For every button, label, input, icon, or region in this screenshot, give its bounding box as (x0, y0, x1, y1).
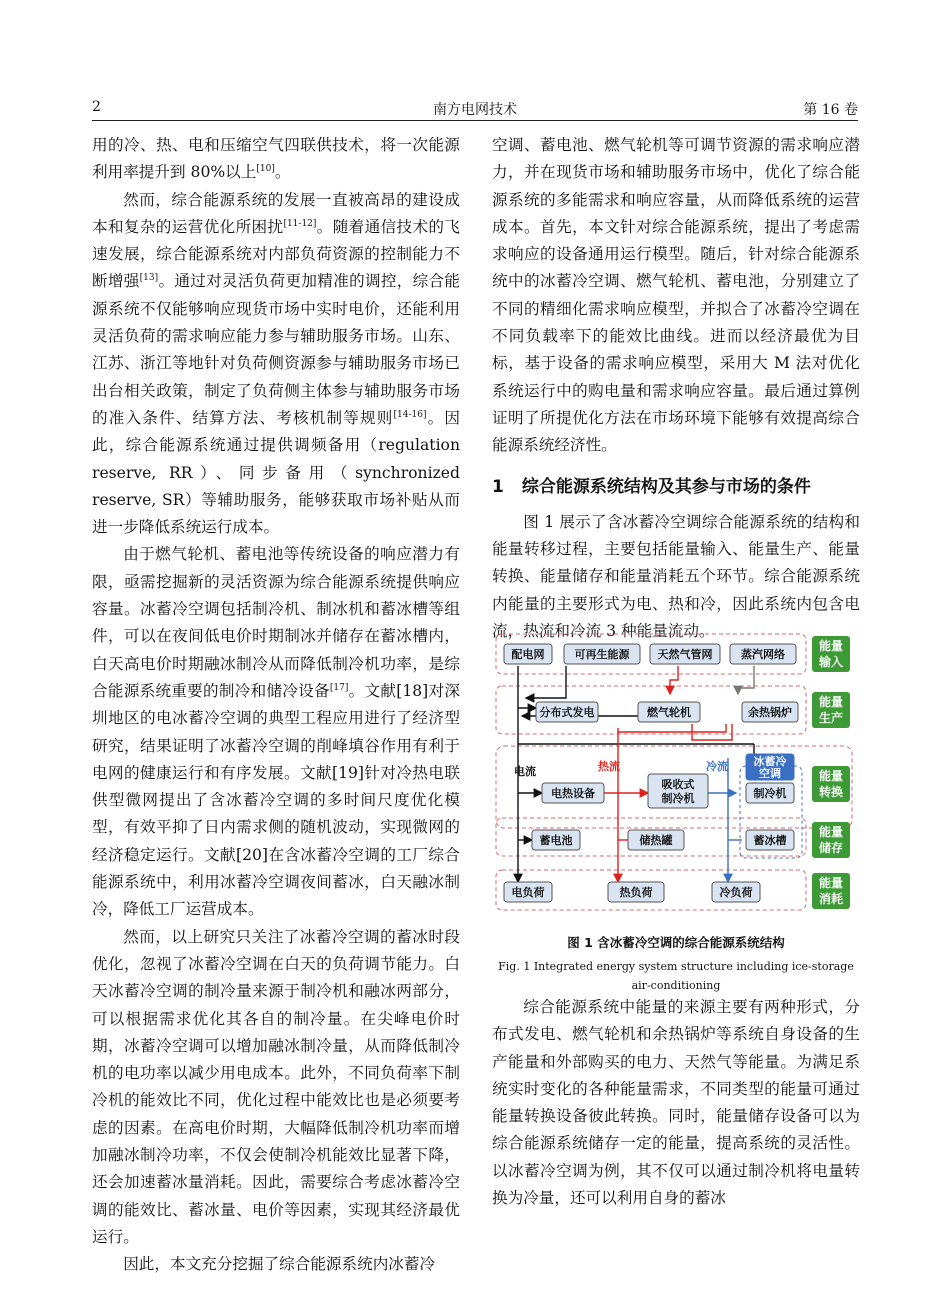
paragraph: 然而，综合能源系统的发展一直被高昂的建设成本和复杂的运营优化所困扰[11-12]。随着通信技术的飞速发展，综合能源系统对内部负荷资源的控制能力不断增强[13]。通过对灵活负荷更加精准的调控，综合能源系统不仅能够响应现货市场中实时电价，还能利用灵活负荷的需求响应能力参与辅助服务市场。山东、江苏、浙江等地针对负荷侧资源参与辅助服务市场已出台相关政策，制定了负荷侧主体参与辅助服务市场的准入条件、结算方法、考核机制等规则[14-16]。因此，综合能源系统通过提供调频备用（regulation reserve, RR）、同步备用（synchronized reserve, SR）等辅助服务，能够获取市场补贴从而进一步降低系统运行成本。 (92, 190, 460, 537)
citation[interactable]: [11-12] (283, 218, 317, 229)
stage-production-l1: 能量 (818, 695, 844, 709)
right-column-continued (492, 994, 860, 1212)
left-column (92, 132, 460, 1278)
node-absorption-2-label: 制冷机 (661, 792, 695, 805)
stage-input-l2: 输入 (818, 655, 844, 669)
node-gas-network-label: 天然气管网 (657, 648, 713, 661)
node-ice-ac-2-label: 空调 (759, 767, 781, 780)
paragraph: 综合能源系统中能量的来源主要有两种形式，分布式发电、燃气轮机和余热锅炉等系统自身设备的生产能量和外部购买的电力、天然气等能量。为满足系统实时变化的各种能量需求，不同类型的能量可通过能量转换设备彼此转换。同时，能量储存设备可以为综合能源系统储存一定的能量，提高系统的灵活性。以冰蓄冷空调为例，其不仅可以通过制冷机将电量转换为冷量，还可以利用自身的蓄冰 (492, 998, 860, 1208)
node-steam-network-label: 蒸汽网络 (741, 648, 785, 661)
node-heat-tank-label: 储热罐 (639, 834, 673, 847)
node-gas-turbine-label: 燃气轮机 (647, 706, 691, 719)
figure-1 (492, 628, 860, 926)
citation[interactable]: [13] (139, 273, 159, 284)
citation[interactable]: [10] (256, 164, 275, 175)
node-elec-load-label: 电负荷 (511, 886, 545, 899)
paragraph: 然而，以上研究只关注了冰蓄冷空调的蓄冰时段优化，忽视了冰蓄冷空调在白天的负荷调节能力。白天冰蓄冷空调的制冷量来源于制冷机和融冰两部分，可以根据需求优化其各自的制冷量。在尖峰电价时期，冰蓄冷空调可以增加融冰制冷量，从而降低制冷机的电功率以减少用电成本。此外，不同负荷率下制冷机的能效比不同，优化过程中能效比也是必须要考虑的因素。在高电价时期，大幅降低制冷机功率而增加融冰制冷功率，不仅会使制冷机能效比显著下降，还会加速蓄冰量消耗。因此，需要综合考虑冰蓄冷空调的能效比、蓄冰量、电价等因素，实现其经济最优运行。 (92, 927, 460, 1246)
citation[interactable]: [17] (329, 682, 349, 693)
stage-production-l2: 生产 (818, 711, 844, 725)
citation[interactable]: [14-16] (393, 409, 427, 420)
node-grid-label: 配电网 (511, 648, 545, 661)
node-chiller-label: 制冷机 (753, 787, 787, 800)
node-cold-load-label: 冷负荷 (719, 886, 753, 899)
energy-system-diagram (492, 628, 860, 926)
node-waste-boiler-label: 余热锅炉 (748, 706, 792, 719)
stage-consumption-l2: 消耗 (818, 892, 844, 906)
stage-storage-l1: 能量 (818, 825, 844, 839)
flow-label-electric: 电流 (514, 765, 536, 778)
stage-consumption-l1: 能量 (818, 876, 844, 890)
flow-label-heat: 热流 (598, 760, 620, 773)
page-number: 2 (92, 99, 101, 115)
paragraph: 图 1 展示了含冰蓄冷空调综合能源系统的结构和能量转移过程，主要包括能量输入、能量生产、能量转换、能量储存和能量消耗五个环节。综合能源系统内能量的主要形式为电、热和冷，因此系统内包含电流，热流和冷流 3 种能量流动。 (492, 512, 860, 641)
volume-label: 第 16 卷 (803, 102, 858, 118)
paragraph: 用的冷、热、电和压缩空气四联供技术，将一次能源利用率提升到 80%以上[10]。 (92, 136, 460, 182)
node-battery-label: 蓄电池 (539, 834, 573, 847)
right-column (492, 132, 860, 645)
node-ice-ac-1-label: 冰蓄冷 (753, 755, 787, 768)
figure-caption-cn: 图 1 含冰蓄冷空调的综合能源系统结构 (567, 935, 785, 950)
section-heading: 1 综合能源系统结构及其参与市场的条件 (492, 476, 811, 497)
page-header (92, 96, 858, 121)
node-absorption-1-label: 吸收式 (661, 778, 695, 791)
figure-caption-en: Fig. 1 Integrated energy system structure including ice-storage air-conditioning (498, 960, 854, 992)
paragraph: 因此，本文充分挖掘了综合能源系统内冰蓄冷 (123, 1255, 436, 1274)
node-renewable-label: 可再生能源 (574, 648, 630, 661)
stage-conversion-l2: 转换 (818, 785, 844, 799)
stage-storage-l2: 储存 (818, 841, 844, 855)
stage-labels (812, 636, 850, 909)
node-electric-heater-label: 电热设备 (551, 787, 595, 800)
flow-label-cold: 冷流 (706, 760, 728, 773)
stage-input-l1: 能量 (818, 639, 844, 653)
stage-conversion-l1: 能量 (818, 769, 844, 783)
journal-name: 南方电网技术 (433, 102, 517, 118)
node-heat-load-label: 热负荷 (619, 886, 653, 899)
paragraph: 由于燃气轮机、蓄电池等传统设备的响应潜力有限，亟需挖掘新的灵活资源为综合能源系统提供响应容量。冰蓄冷空调包括制冷机、制冰机和蓄冰槽等组件，可以在夜间低电价时期制冰并储存在蓄冰槽内，白天高电价时期融冰制冷从而降低制冷机功率，是综合能源系统重要的制冷和储冷设备[17]。文献[18]对深圳地区的电冰蓄冷空调的典型工程应用进行了经济型研究，结果证明了冰蓄冷空调的削峰填谷作用有利于电网的健康运行和有序发展。文献[19]针对冷热电联供型微网提出了含冰蓄冷空调的多时间尺度优化模型，有效平抑了日内需求侧的随机波动，实现微网的经济稳定运行。文献[20]在含冰蓄冷空调的工厂综合能源系统中，利用冰蓄冷空调夜间蓄冰，白天融冰制冷，降低工厂运营成本。 (92, 545, 460, 919)
node-dist-gen-label: 分布式发电 (539, 706, 595, 719)
node-ice-tank-label: 蓄冰槽 (753, 834, 787, 847)
paragraph: 空调、蓄电池、燃气轮机等可调节资源的需求响应潜力，并在现货市场和辅助服务市场中，优化了综合能源系统的多能需求和响应容量，从而降低系统的运营成本。首先，本文针对综合能源系统，提出了考虑需求响应的设备通用运行模型。随后，针对综合能源系统中的冰蓄冷空调、燃气轮机、蓄电池，分别建立了不同的精细化需求响应模型，并拟合了冰蓄冷空调在不同负载率下的能效比曲线。进而以经济最优为目标，基于设备的需求响应模型，采用大 M 法对优化系统运行中的购电量和需求响应容量。最后通过算例证明了所提优化方法在市场环境下能够有效提高综合能源系统经济性。 (492, 136, 860, 455)
